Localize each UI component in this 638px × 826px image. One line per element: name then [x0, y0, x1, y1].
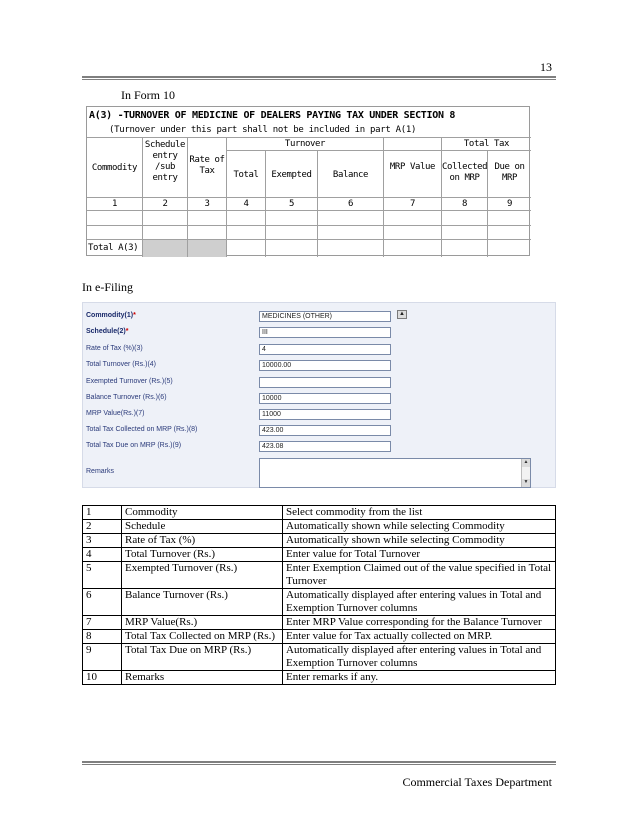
row-number: 5	[83, 562, 122, 589]
rate-of-tax-label: Rate of Tax (%)(3)	[86, 345, 143, 352]
field-description: Enter value for Total Turnover	[283, 548, 556, 562]
table-row	[83, 506, 556, 520]
table-row	[83, 562, 556, 589]
row-number: 10	[83, 671, 122, 685]
footer-rule	[82, 761, 556, 765]
chevron-up-icon: ▲	[399, 311, 405, 317]
field-description: Automatically shown while selecting Commodity	[283, 534, 556, 548]
footer-department: Commercial Taxes Department	[402, 775, 552, 789]
mrp-value-field[interactable]: 11000	[259, 409, 391, 420]
row-number: 3	[83, 534, 122, 548]
form10-label: In Form 10	[121, 88, 175, 102]
total-turnover-field[interactable]: 10000.00	[259, 360, 391, 371]
field-name: Balance Turnover (Rs.)	[122, 589, 283, 616]
form10-title: A(3) -TURNOVER OF MEDICINE OF DEALERS PAYING TAX UNDER SECTION 8	[89, 110, 456, 121]
table-row	[83, 644, 556, 671]
form10-header-total-tax: Total Tax	[463, 139, 510, 149]
commodity-dropdown-button[interactable]	[397, 310, 407, 319]
form10-header-rate: Rate of Tax	[189, 155, 225, 176]
form10-table	[86, 106, 530, 256]
tax-collected-field[interactable]: 423.00	[259, 425, 391, 436]
field-name: Total Turnover (Rs.)	[122, 548, 283, 562]
scroll-down-icon[interactable]: ▼	[523, 480, 529, 485]
form10-col-number: 4	[243, 199, 249, 209]
form10-header-schedule: Schedule entry /sub entry	[144, 140, 186, 183]
field-description: Select commodity from the list	[283, 506, 556, 520]
row-number: 2	[83, 520, 122, 534]
tax-collected-label: Total Tax Collected on MRP (Rs.)(8)	[86, 426, 198, 433]
table-row	[83, 630, 556, 644]
exempted-turnover-field[interactable]	[259, 377, 391, 388]
row-number: 6	[83, 589, 122, 616]
form10-col-number: 3	[204, 199, 210, 209]
balance-turnover-field[interactable]: 10000	[259, 393, 391, 404]
form10-header-turnover: Turnover	[284, 139, 326, 149]
balance-turnover-label: Balance Turnover (Rs.)(6)	[86, 394, 167, 401]
table-row	[83, 520, 556, 534]
page-number: 13	[540, 60, 552, 74]
form10-header-commodity: Commodity	[91, 163, 138, 173]
table-row	[83, 534, 556, 548]
row-number: 9	[83, 644, 122, 671]
field-description: Enter remarks if any.	[283, 671, 556, 685]
field-name: Commodity	[122, 506, 283, 520]
field-name: Exempted Turnover (Rs.)	[122, 562, 283, 589]
field-name: Remarks	[122, 671, 283, 685]
form10-col-number: 2	[162, 199, 168, 209]
form10-col-number: 9	[506, 199, 513, 209]
form10-header-exempted: Exempted	[271, 170, 312, 180]
form10-total-label: Total A(3)	[88, 243, 139, 253]
remarks-label: Remarks	[86, 468, 115, 475]
field-name: MRP Value(Rs.)	[122, 616, 283, 630]
table-row	[83, 548, 556, 562]
schedule-field-label: Schedule(2)*	[86, 328, 129, 335]
commodity-select[interactable]: MEDICINES (OTHER)	[259, 311, 391, 322]
form10-col-number: 6	[347, 199, 354, 209]
form10-col-number: 5	[288, 199, 295, 209]
table-row	[83, 616, 556, 630]
row-number: 4	[83, 548, 122, 562]
form10-subtitle: (Turnover under this part shall not be included in part A(1)	[109, 125, 417, 135]
form10-header-mrp: MRP Value	[389, 162, 436, 172]
form10-col-number: 8	[461, 199, 468, 209]
field-name: Total Tax Collected on MRP (Rs.)	[122, 630, 283, 644]
form10-header-due: Due on MRP	[494, 162, 525, 183]
form10-header-balance: Balance	[332, 170, 369, 180]
tax-due-field[interactable]: 423.08	[259, 441, 391, 452]
form10-header-total: Total	[233, 170, 259, 180]
field-description: Enter value for Tax actually collected on MRP.	[283, 630, 556, 644]
commodity-field-label: Commodity(1)*	[86, 312, 136, 319]
mrp-value-label: MRP Value(Rs.)(7)	[86, 410, 145, 417]
exempted-turnover-label: Exempted Turnover (Rs.)(5)	[86, 378, 173, 385]
efiling-form	[82, 302, 556, 488]
remarks-textarea[interactable]	[259, 458, 531, 488]
tax-due-label: Total Tax Due on MRP (Rs.)(9)	[86, 442, 182, 449]
form10-header-collected: Collected on MRP	[442, 162, 488, 183]
field-description: Automatically displayed after entering values in Total and Exemption Turnover columns	[283, 644, 556, 671]
header-rule	[82, 76, 556, 80]
row-number: 1	[83, 506, 122, 520]
schedule-field[interactable]: III	[259, 327, 391, 338]
field-description: Enter Exemption Claimed out of the value specified in Total Turnover	[283, 562, 556, 589]
field-description: Automatically displayed after entering values in Total and Exemption Turnover columns	[283, 589, 556, 616]
field-name: Rate of Tax (%)	[122, 534, 283, 548]
field-name: Schedule	[122, 520, 283, 534]
row-number: 7	[83, 616, 122, 630]
total-turnover-label: Total Turnover (Rs.)(4)	[86, 361, 157, 368]
form10-col-number: 7	[409, 199, 416, 209]
form10-col-number: 1	[111, 199, 118, 209]
field-description: Automatically shown while selecting Commodity	[283, 520, 556, 534]
table-row	[83, 589, 556, 616]
rate-of-tax-field[interactable]: 4	[259, 344, 391, 355]
field-name: Total Tax Due on MRP (Rs.)	[122, 644, 283, 671]
scroll-up-icon[interactable]: ▲	[523, 460, 529, 465]
field-description-table	[82, 505, 556, 685]
row-number: 8	[83, 630, 122, 644]
table-row	[83, 671, 556, 685]
remarks-scrollbar[interactable]	[521, 459, 530, 487]
field-description: Enter MRP Value corresponding for the Balance Turnover	[283, 616, 556, 630]
efiling-label: In e-Filing	[82, 280, 133, 294]
